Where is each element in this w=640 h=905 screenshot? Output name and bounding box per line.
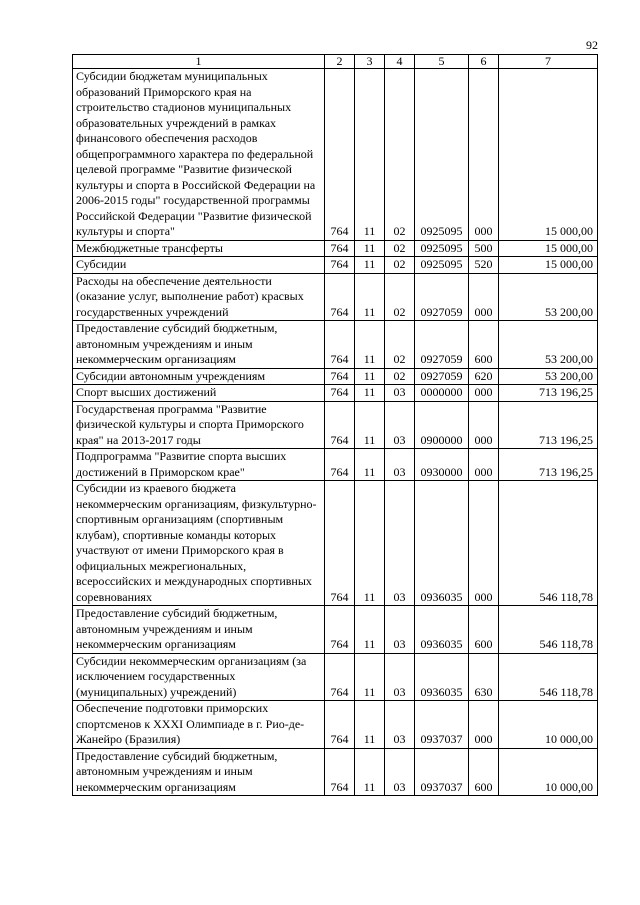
section-code-cell: 11 [355, 653, 385, 701]
header-row [73, 55, 598, 69]
expense-type-cell: 000 [469, 385, 499, 402]
row-name-cell: Государственая программа "Развитие физической культуры и спорта Приморского края" на 2013-2017 годы [73, 401, 325, 449]
ministry-code-cell: 764 [325, 481, 355, 606]
row-name-cell: Спорт высших достижений [73, 385, 325, 402]
amount-cell: 713 196,25 [499, 401, 598, 449]
row-name-cell: Обеспечение подготовки приморских спортсменов к XXXI Олимпиаде в г. Рио-де-Жанейро (Бразилия) [73, 701, 325, 749]
section-code-cell: 11 [355, 449, 385, 481]
table-row [73, 321, 598, 369]
column-header: 7 [499, 55, 598, 69]
row-name-cell: Субсидии автономным учреждениям [73, 368, 325, 385]
ministry-code-cell: 764 [325, 385, 355, 402]
table-row [73, 748, 598, 796]
section-code-cell: 11 [355, 257, 385, 274]
row-name-cell: Межбюджетные трансферты [73, 240, 325, 257]
expense-type-cell: 600 [469, 606, 499, 654]
table-row [73, 368, 598, 385]
ministry-code-cell: 764 [325, 701, 355, 749]
subsection-code-cell: 02 [385, 321, 415, 369]
amount-cell: 53 200,00 [499, 321, 598, 369]
table-row [73, 653, 598, 701]
expense-type-cell: 620 [469, 368, 499, 385]
target-article-cell: 0937037 [415, 748, 469, 796]
expense-type-cell: 500 [469, 240, 499, 257]
row-name-cell: Предоставление субсидий бюджетным, автономным учреждениям и иным некоммерческим организациям [73, 321, 325, 369]
column-header: 2 [325, 55, 355, 69]
ministry-code-cell: 764 [325, 653, 355, 701]
amount-cell: 546 118,78 [499, 606, 598, 654]
amount-cell: 713 196,25 [499, 385, 598, 402]
column-header: 1 [73, 55, 325, 69]
column-header: 3 [355, 55, 385, 69]
table-row [73, 481, 598, 606]
target-article-cell: 0900000 [415, 401, 469, 449]
ministry-code-cell: 764 [325, 449, 355, 481]
section-code-cell: 11 [355, 606, 385, 654]
target-article-cell: 0000000 [415, 385, 469, 402]
target-article-cell: 0936035 [415, 606, 469, 654]
expense-type-cell: 000 [469, 701, 499, 749]
table-row [73, 606, 598, 654]
target-article-cell: 0927059 [415, 273, 469, 321]
amount-cell: 53 200,00 [499, 273, 598, 321]
table-row [73, 401, 598, 449]
row-name-cell: Предоставление субсидий бюджетным, автономным учреждениям и иным некоммерческим организациям [73, 748, 325, 796]
amount-cell: 15 000,00 [499, 69, 598, 241]
amount-cell: 15 000,00 [499, 257, 598, 274]
subsection-code-cell: 02 [385, 69, 415, 241]
row-name-cell: Субсидии некоммерческим организациям (за исключением государственных (муниципальных) учреждений) [73, 653, 325, 701]
section-code-cell: 11 [355, 273, 385, 321]
amount-cell: 53 200,00 [499, 368, 598, 385]
amount-cell: 546 118,78 [499, 653, 598, 701]
row-name-cell: Подпрограмма "Развитие спорта высших достижений в Приморском крае" [73, 449, 325, 481]
table-row [73, 449, 598, 481]
ministry-code-cell: 764 [325, 69, 355, 241]
column-header: 5 [415, 55, 469, 69]
expense-type-cell: 000 [469, 401, 499, 449]
amount-cell: 546 118,78 [499, 481, 598, 606]
section-code-cell: 11 [355, 240, 385, 257]
expense-type-cell: 600 [469, 748, 499, 796]
expense-type-cell: 000 [469, 449, 499, 481]
table-row [73, 240, 598, 257]
amount-cell: 10 000,00 [499, 701, 598, 749]
subsection-code-cell: 03 [385, 449, 415, 481]
subsection-code-cell: 03 [385, 385, 415, 402]
section-code-cell: 11 [355, 368, 385, 385]
section-code-cell: 11 [355, 701, 385, 749]
section-code-cell: 11 [355, 69, 385, 241]
subsection-code-cell: 03 [385, 606, 415, 654]
section-code-cell: 11 [355, 748, 385, 796]
row-name-cell: Предоставление субсидий бюджетным, автономным учреждениям и иным некоммерческим организациям [73, 606, 325, 654]
amount-cell: 10 000,00 [499, 748, 598, 796]
target-article-cell: 0930000 [415, 449, 469, 481]
expense-type-cell: 600 [469, 321, 499, 369]
section-code-cell: 11 [355, 385, 385, 402]
subsection-code-cell: 03 [385, 481, 415, 606]
target-article-cell: 0925095 [415, 69, 469, 241]
column-header: 6 [469, 55, 499, 69]
subsection-code-cell: 03 [385, 701, 415, 749]
target-article-cell: 0925095 [415, 257, 469, 274]
target-article-cell: 0925095 [415, 240, 469, 257]
subsection-code-cell: 02 [385, 273, 415, 321]
expense-type-cell: 000 [469, 69, 499, 241]
target-article-cell: 0927059 [415, 368, 469, 385]
row-name-cell: Субсидии [73, 257, 325, 274]
expense-type-cell: 520 [469, 257, 499, 274]
column-header: 4 [385, 55, 415, 69]
subsection-code-cell: 03 [385, 401, 415, 449]
amount-cell: 15 000,00 [499, 240, 598, 257]
row-name-cell: Субсидии бюджетам муниципальных образований Приморского края на строительство стадионов муниципальных образовательных учреждений в рамках финансового обеспечения расходов общепрограммного характера по федеральной целевой программе "Развитие физической культуры и спорта в Российской Федерации на 2006-2015 годы" государственной программы Российской Федерации "Развитие физической культуры и спорта" [73, 69, 325, 241]
ministry-code-cell: 764 [325, 401, 355, 449]
amount-cell: 713 196,25 [499, 449, 598, 481]
ministry-code-cell: 764 [325, 273, 355, 321]
budget-table [72, 54, 598, 796]
ministry-code-cell: 764 [325, 748, 355, 796]
ministry-code-cell: 764 [325, 257, 355, 274]
target-article-cell: 0927059 [415, 321, 469, 369]
expense-type-cell: 000 [469, 481, 499, 606]
target-article-cell: 0937037 [415, 701, 469, 749]
section-code-cell: 11 [355, 481, 385, 606]
subsection-code-cell: 03 [385, 748, 415, 796]
target-article-cell: 0936035 [415, 481, 469, 606]
subsection-code-cell: 03 [385, 653, 415, 701]
table-row [73, 69, 598, 241]
subsection-code-cell: 02 [385, 257, 415, 274]
section-code-cell: 11 [355, 401, 385, 449]
target-article-cell: 0936035 [415, 653, 469, 701]
page-number: 92 [586, 38, 598, 52]
ministry-code-cell: 764 [325, 240, 355, 257]
expense-type-cell: 000 [469, 273, 499, 321]
subsection-code-cell: 02 [385, 240, 415, 257]
row-name-cell: Субсидии из краевого бюджета некоммерческим организациям, физкультурно-спортивным организациям (спортивным клубам), спортивные команды которых участвуют от имени Приморского края в официальных межрегиональных, всероссийских и международных спортивных соревнованиях [73, 481, 325, 606]
ministry-code-cell: 764 [325, 368, 355, 385]
table-row [73, 701, 598, 749]
row-name-cell: Расходы на обеспечение деятельности (оказание услуг, выполнение работ) красвых государственных учреждений [73, 273, 325, 321]
expense-type-cell: 630 [469, 653, 499, 701]
table-row [73, 273, 598, 321]
table-row [73, 257, 598, 274]
table-row [73, 385, 598, 402]
ministry-code-cell: 764 [325, 321, 355, 369]
subsection-code-cell: 02 [385, 368, 415, 385]
ministry-code-cell: 764 [325, 606, 355, 654]
section-code-cell: 11 [355, 321, 385, 369]
